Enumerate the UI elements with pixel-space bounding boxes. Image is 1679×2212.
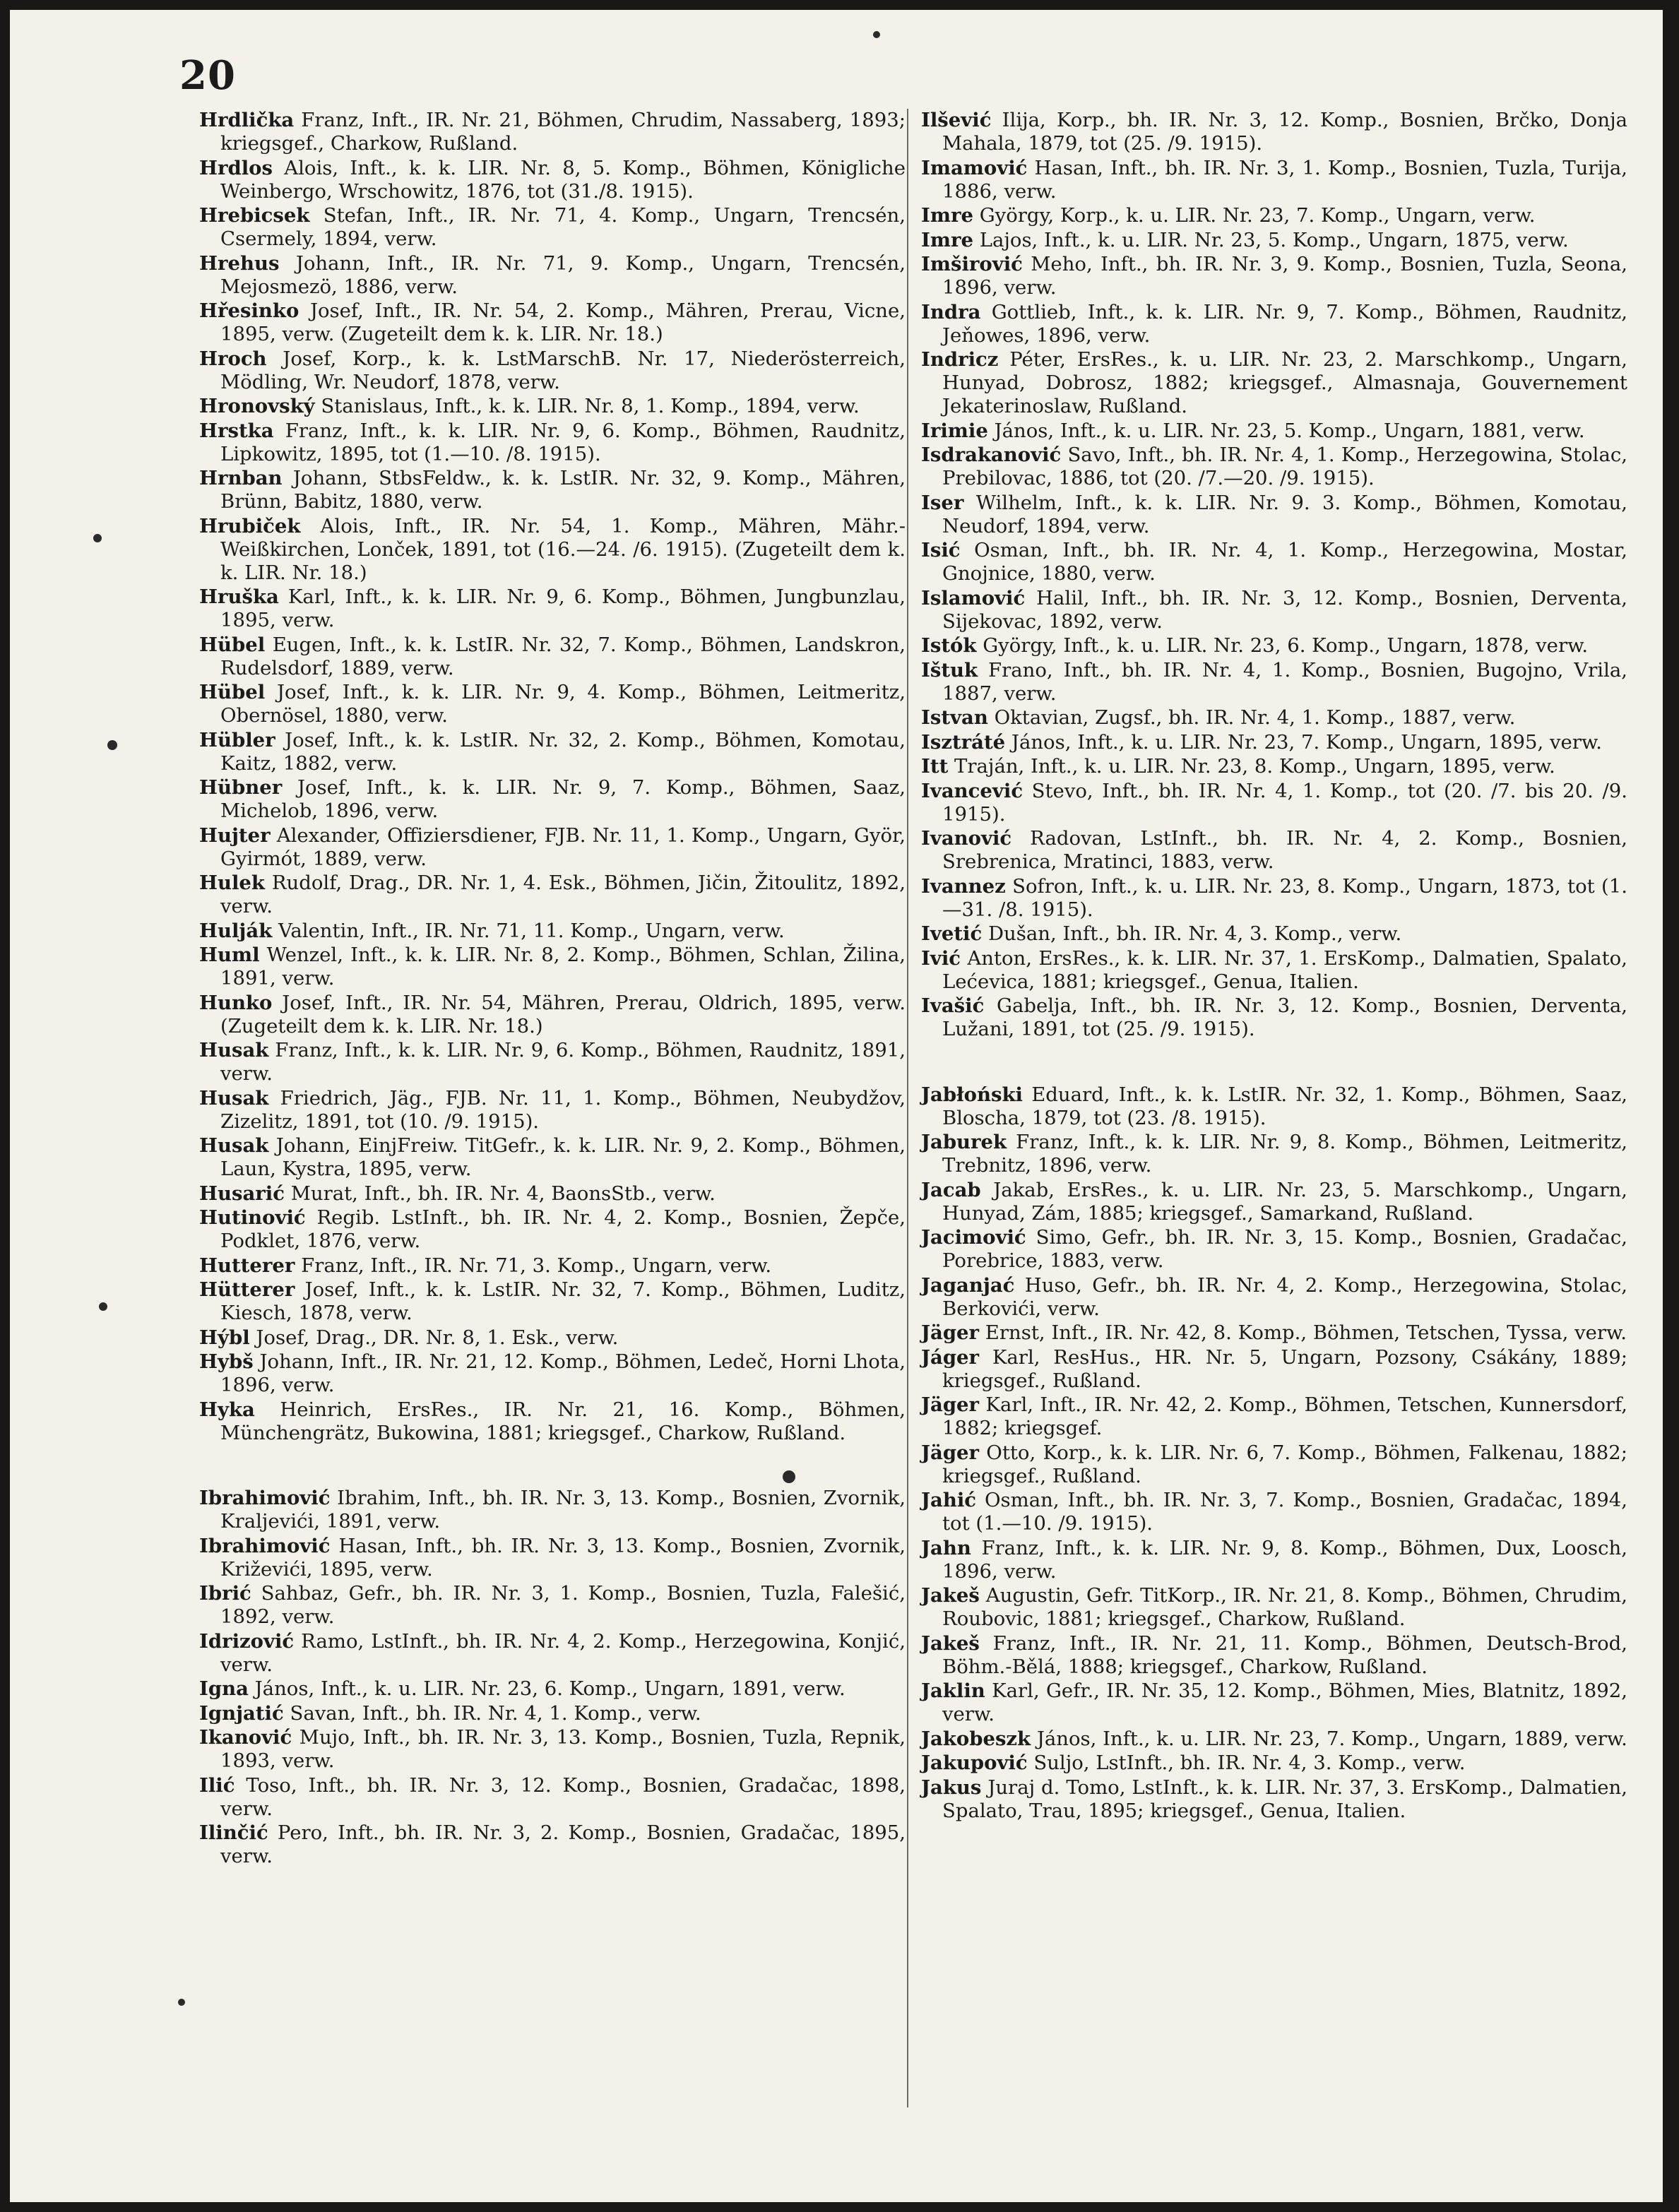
entry-details: Johann, Inft., IR. Nr. 21, 12. Komp., Böhmen, Ledeč, Horni Lhota, 1896, verw.: [220, 1350, 906, 1396]
list-entry: [921, 1679, 1627, 1726]
entry-details: Juraj d. Tomo, LstInft., k. k. LIR. Nr. 37, 3. ErsKomp., Dalmatien, Spalato, Trau, 1895; kriegsgef., Genua, Italien.: [942, 1776, 1627, 1822]
list-entry: [921, 348, 1627, 418]
list-entry: [199, 1582, 906, 1629]
entry-details: Josef, Drag., DR. Nr. 8, 1. Esk., verw.: [256, 1326, 619, 1349]
list-entry: [921, 1489, 1627, 1535]
entry-details: János, Inft., k. u. LIR. Nr. 23, 7. Komp., Ungarn, 1895, verw.: [1011, 730, 1602, 754]
column-divider: [907, 109, 908, 2107]
list-entry: [199, 1206, 906, 1253]
entry-details: Alois, Inft., k. k. LIR. Nr. 8, 5. Komp., Böhmen, Königliche Weinbergo, Wrschowitz, 1876, tot (31./8. 1915).: [220, 156, 906, 203]
entry-details: Karl, ResHus., HR. Nr. 5, Ungarn, Pozsony, Csákány, 1889; kriegsgef., Rußland.: [942, 1345, 1627, 1392]
entry-details: Oktavian, Zugsf., bh. IR. Nr. 4, 1. Komp., 1887, verw.: [994, 706, 1516, 729]
list-entry: [199, 1039, 906, 1086]
entry-details: Franz, Inft., k. k. LIR. Nr. 9, 8. Komp., Böhmen, Leitmeritz, Trebnitz, 1896, verw.: [942, 1131, 1627, 1177]
list-entry: [921, 109, 1627, 155]
list-entry: [921, 587, 1627, 634]
list-entry: [921, 420, 1627, 443]
list-entry: [921, 204, 1627, 227]
entry-details: Lajos, Inft., k. u. LIR. Nr. 23, 5. Komp., Ungarn, 1875, verw.: [979, 228, 1569, 251]
entry-surname: Imamović: [921, 156, 1028, 179]
entry-surname: Jäger: [921, 1393, 980, 1416]
entry-details: Huso, Gefr., bh. IR. Nr. 4, 2. Komp., Herzegowina, Stolac, Berkovići, verw.: [942, 1273, 1627, 1320]
entry-details: Hasan, Inft., bh. IR. Nr. 3, 1. Komp., Bosnien, Tuzla, Turija, 1886, verw.: [942, 156, 1628, 203]
entry-surname: Hrebicsek: [199, 204, 310, 227]
entry-details: Pero, Inft., bh. IR. Nr. 3, 2. Komp., Bosnien, Gradačac, 1895, verw.: [220, 1821, 906, 1867]
ink-spot: [873, 31, 880, 38]
section-gap: [921, 1042, 1627, 1083]
list-entry: [199, 1774, 906, 1821]
list-entry: [199, 1087, 906, 1134]
section-gap: [199, 1446, 906, 1487]
entry-details: Franz, Inft., k. k. LIR. Nr. 9, 8. Komp., Böhmen, Dux, Loosch, 1896, verw.: [942, 1536, 1627, 1583]
entry-surname: Hýbl: [199, 1326, 250, 1349]
list-entry: [921, 1441, 1627, 1488]
entry-details: Josef, Inft., k. k. LstIR. Nr. 32, 2. Komp., Böhmen, Komotau, Kaitz, 1882, verw.: [220, 728, 906, 775]
entry-surname: Jäger: [921, 1441, 980, 1464]
entry-surname: Hrnban: [199, 467, 283, 489]
list-entry: [199, 1487, 906, 1533]
entry-details: Johann, EinjFreiw. TitGefr., k. k. LIR. Nr. 9, 2. Komp., Böhmen, Laun, Kystra, 1895, verw.: [220, 1134, 906, 1180]
entry-details: Josef, Inft., k. k. LstIR. Nr. 32, 7. Komp., Böhmen, Luditz, Kiesch, 1878, verw.: [220, 1278, 906, 1324]
entry-details: Karl, Inft., IR. Nr. 42, 2. Komp., Böhmen, Tetschen, Kunnersdorf, 1882; kriegsgef.: [942, 1393, 1627, 1439]
entry-details: Augustin, Gefr. TitKorp., IR. Nr. 21, 8. Komp., Böhmen, Chrudim, Roubovic, 1881; kriegsgef., Charkow, Rußland.: [942, 1584, 1627, 1630]
list-entry: [921, 1321, 1627, 1345]
left-column: [199, 109, 906, 1869]
entry-surname: Hunko: [199, 991, 273, 1014]
entry-surname: Ibrahimović: [199, 1534, 331, 1557]
entry-details: Sofron, Inft., k. u. LIR. Nr. 23, 8. Komp., Ungarn, 1873, tot (1.—31. /8. 1915).: [942, 874, 1627, 921]
entry-surname: Isztráté: [921, 730, 1006, 754]
list-entry: [921, 947, 1627, 994]
entry-details: Josef, Inft., IR. Nr. 54, Mähren, Prerau, Oldrich, 1895, verw. (Zugeteilt dem k. k. LIR. Nr. 18.): [220, 991, 906, 1037]
ink-spot: [99, 1302, 107, 1311]
entry-surname: Jakeš: [921, 1584, 980, 1607]
entry-details: Jakab, ErsRes., k. u. LIR. Nr. 23, 5. Marschkomp., Ungarn, Hunyad, Zám, 1885; kriegsgef., Samarkand, Rußland.: [942, 1178, 1627, 1225]
entry-surname: Ištuk: [921, 658, 978, 682]
right-section-i: [921, 109, 1627, 1041]
list-entry: [199, 1182, 906, 1206]
list-entry: [921, 253, 1627, 299]
entry-details: Franz, Inft., IR. Nr. 71, 3. Komp., Ungarn, verw.: [301, 1254, 772, 1277]
entry-surname: Hütterer: [199, 1278, 295, 1301]
entry-details: Dušan, Inft., bh. IR. Nr. 4, 3. Komp., verw.: [987, 922, 1402, 945]
entry-details: Stanislaus, Inft., k. k. LIR. Nr. 8, 1. Komp., 1894, verw.: [321, 395, 860, 417]
entry-details: Johann, StbsFeldw., k. k. LstIR. Nr. 32, 9. Komp., Mähren, Brünn, Babitz, 1880, verw.: [220, 467, 906, 513]
list-entry: [199, 1630, 906, 1677]
entry-details: Heinrich, ErsRes., IR. Nr. 21, 16. Komp., Böhmen, Münchengrätz, Bukowina, 1881; kriegsgef., Charkow, Rußland.: [220, 1398, 906, 1444]
right-section-j: [921, 1083, 1627, 1823]
entry-surname: Idrizović: [199, 1629, 295, 1653]
entry-details: Josef, Korp., k. k. LstMarschB. Nr. 17, Niederösterreich, Mödling, Wr. Neudorf, 1878, verw.: [220, 347, 906, 393]
entry-details: Johann, Inft., IR. Nr. 71, 9. Komp., Ungarn, Trencsén, Mejosmezö, 1886, verw.: [220, 251, 906, 298]
list-entry: [921, 1752, 1627, 1775]
entry-surname: Ignjatić: [199, 1701, 284, 1725]
list-entry: [921, 1346, 1627, 1393]
entry-surname: Hrdlička: [199, 109, 295, 131]
entry-surname: Hujter: [199, 823, 271, 847]
list-entry: [921, 994, 1627, 1041]
list-entry: [921, 1131, 1627, 1177]
entry-details: Péter, ErsRes., k. u. LIR. Nr. 23, 2. Marschkomp., Ungarn, Hunyad, Dobrosz, 1882; kriegsgef., Almasnaja, Gouvernement Jekaterinoslaw, Rußland.: [942, 348, 1627, 417]
list-entry: [921, 1274, 1627, 1321]
entry-surname: Hutinović: [199, 1206, 306, 1229]
entry-surname: Imširović: [921, 253, 1023, 275]
entry-surname: Isdrakanović: [921, 444, 1062, 466]
entry-surname: Indricz: [921, 348, 999, 371]
entry-surname: Hřesinko: [199, 299, 299, 322]
entry-surname: Ibrahimović: [199, 1487, 331, 1509]
list-entry: [921, 1393, 1627, 1440]
entry-surname: Ivašić: [921, 994, 985, 1017]
list-entry: [199, 467, 906, 513]
entry-details: Osman, Inft., bh. IR. Nr. 3, 7. Komp., Bosnien, Gradačac, 1894, tot (1.—10. /9. 1915).: [942, 1489, 1627, 1535]
ink-spot: [783, 1470, 795, 1483]
list-entry: [199, 776, 906, 823]
list-entry: [199, 992, 906, 1038]
list-entry: [921, 492, 1627, 538]
entry-surname: Hrstka: [199, 419, 274, 442]
entry-details: Ilija, Korp., bh. IR. Nr. 3, 12. Komp., Bosnien, Brčko, Donja Mahala, 1879, tot (25. /9. 1915).: [942, 109, 1627, 155]
scanned-page: [10, 10, 1663, 2202]
list-entry: [199, 729, 906, 775]
entry-details: Hasan, Inft., bh. IR. Nr. 3, 13. Komp., Bosnien, Zvornik, Križevići, 1895, verw.: [220, 1534, 906, 1581]
entry-surname: Jaburek: [921, 1131, 1007, 1153]
entry-surname: Hübler: [199, 728, 275, 751]
entry-surname: Jäger: [921, 1321, 980, 1344]
entry-surname: Jakobeszk: [921, 1727, 1031, 1750]
entry-details: Stevo, Inft., bh. IR. Nr. 4, 1. Komp., tot (20. /7. bis 20. /9. 1915).: [942, 779, 1627, 826]
entry-surname: Jakeš: [921, 1631, 980, 1655]
entry-details: Osman, Inft., bh. IR. Nr. 4, 1. Komp., Herzegowina, Mostar, Gnojnice, 1880, verw.: [942, 539, 1628, 585]
entry-surname: Hybš: [199, 1350, 254, 1373]
entry-surname: Jáger: [921, 1345, 980, 1369]
entry-details: Gabelja, Inft., bh. IR. Nr. 3, 12. Komp., Bosnien, Derventa, Lužani, 1891, tot (25. /9. 1915).: [942, 994, 1627, 1040]
entry-details: Meho, Inft., bh. IR. Nr. 3, 9. Komp., Bosnien, Tuzla, Seona, 1896, verw.: [942, 253, 1627, 299]
entry-surname: Ibrić: [199, 1582, 251, 1605]
list-entry: [199, 420, 906, 466]
entry-surname: Hutterer: [199, 1254, 295, 1277]
entry-details: János, Inft., k. u. LIR. Nr. 23, 5. Komp., Ungarn, 1881, verw.: [994, 419, 1585, 442]
entry-surname: Indra: [921, 300, 981, 323]
entry-surname: Irimie: [921, 419, 988, 442]
entry-surname: Jahn: [921, 1536, 971, 1559]
entry-surname: Husarić: [199, 1182, 285, 1205]
list-entry: [199, 1398, 906, 1445]
list-entry: [199, 395, 906, 418]
entry-surname: Hübel: [199, 633, 266, 656]
entry-surname: Jakus: [921, 1776, 982, 1799]
entry-details: Josef, Inft., IR. Nr. 54, 2. Komp., Mähren, Prerau, Vicne, 1895, verw. (Zugeteilt dem k. k. LIR. Nr. 18.): [220, 299, 906, 345]
list-entry: [199, 299, 906, 346]
entry-surname: Jacimović: [921, 1226, 1026, 1249]
entry-details: Wilhelm, Inft., k. k. LIR. Nr. 9. 3. Komp., Böhmen, Komotau, Neudorf, 1894, verw.: [942, 491, 1627, 537]
entry-surname: Istvan: [921, 706, 988, 729]
list-entry: [921, 229, 1627, 252]
entry-details: Ramo, LstInft., bh. IR. Nr. 4, 2. Komp., Herzegowina, Konjić, verw.: [220, 1629, 906, 1676]
entry-details: György, Inft., k. u. LIR. Nr. 23, 6. Komp., Ungarn, 1878, verw.: [983, 634, 1589, 657]
entry-surname: Iser: [921, 491, 964, 514]
entry-details: Franz, Inft., IR. Nr. 21, Böhmen, Chrudim, Nassaberg, 1893; kriegsgef., Charkow, Rußland.: [220, 109, 906, 155]
entry-details: Josef, Inft., k. k. LIR. Nr. 9, 7. Komp., Böhmen, Saaz, Michelob, 1896, verw.: [220, 776, 906, 822]
entry-details: János, Inft., k. u. LIR. Nr. 23, 6. Komp., Ungarn, 1891, verw.: [254, 1677, 846, 1700]
list-entry: [199, 585, 906, 632]
entry-surname: Isić: [921, 539, 961, 561]
list-entry: [199, 872, 906, 918]
entry-surname: Imre: [921, 228, 973, 251]
ink-spot: [107, 740, 117, 750]
list-entry: [921, 157, 1627, 203]
entry-surname: Hyka: [199, 1398, 255, 1421]
list-entry: [921, 444, 1627, 490]
entry-surname: Jacab: [921, 1178, 981, 1201]
entry-details: Murat, Inft., bh. IR. Nr. 4, BaonsStb., verw.: [290, 1182, 716, 1205]
list-entry: [199, 1254, 906, 1278]
entry-details: Rudolf, Drag., DR. Nr. 1, 4. Esk., Böhmen, Jičin, Žitoulitz, 1892, verw.: [220, 872, 906, 917]
list-entry: [199, 1350, 906, 1397]
list-entry: [921, 1083, 1627, 1130]
entry-details: Ernst, Inft., IR. Nr. 42, 8. Komp., Böhmen, Tetschen, Tyssa, verw.: [985, 1321, 1627, 1344]
entry-details: Anton, ErsRes., k. k. LIR. Nr. 37, 1. ErsKomp., Dalmatien, Spalato, Lećevica, 1881; kriegsgef., Genua, Italien.: [942, 946, 1627, 993]
entry-surname: Hruška: [199, 585, 279, 608]
entry-surname: Ilinčić: [199, 1821, 268, 1844]
list-entry: [199, 515, 906, 585]
entry-details: János, Inft., k. u. LIR. Nr. 23, 7. Komp., Ungarn, 1889, verw.: [1036, 1727, 1627, 1750]
entry-surname: Hrdlos: [199, 156, 273, 179]
entry-details: Frano, Inft., bh. IR. Nr. 4, 1. Komp., Bosnien, Bugojno, Vrila, 1887, verw.: [942, 658, 1627, 705]
entry-details: György, Korp., k. u. LIR. Nr. 23, 7. Komp., Ungarn, verw.: [979, 204, 1536, 227]
entry-details: Eugen, Inft., k. k. LstIR. Nr. 32, 7. Komp., Böhmen, Landskron, Rudelsdorf, 1889, verw.: [220, 633, 906, 679]
right-column: [921, 109, 1627, 1824]
list-entry: [921, 1226, 1627, 1273]
entry-surname: Hroch: [199, 347, 267, 370]
list-entry: [921, 1728, 1627, 1751]
ink-spot: [93, 534, 102, 542]
list-entry: [921, 1584, 1627, 1631]
entry-details: Franz, Inft., k. k. LIR. Nr. 9, 6. Komp., Böhmen, Raudnitz, 1891, verw.: [220, 1039, 906, 1085]
entry-surname: Jahić: [921, 1489, 977, 1511]
entry-surname: Imre: [921, 204, 973, 227]
entry-details: Traján, Inft., k. u. LIR. Nr. 23, 8. Komp., Ungarn, 1895, verw.: [954, 755, 1555, 778]
list-entry: [921, 1776, 1627, 1823]
list-entry: [921, 659, 1627, 706]
entry-surname: Jakupović: [921, 1752, 1028, 1774]
list-entry: [199, 1535, 906, 1581]
entry-surname: Ivić: [921, 946, 961, 970]
entry-surname: Jaganjać: [921, 1273, 1015, 1297]
list-entry: [199, 204, 906, 251]
list-entry: [921, 755, 1627, 778]
entry-surname: Hrehus: [199, 251, 280, 275]
list-entry: [921, 1537, 1627, 1583]
entry-surname: Ivetić: [921, 922, 983, 945]
list-entry: [921, 539, 1627, 585]
entry-surname: Igna: [199, 1677, 249, 1700]
list-entry: [921, 827, 1627, 874]
entry-details: Wenzel, Inft., k. k. LIR. Nr. 8, 2. Komp., Böhmen, Schlan, Žilina, 1891, verw.: [220, 944, 906, 989]
entry-surname: Ikanović: [199, 1726, 292, 1749]
entry-surname: Husak: [199, 1086, 269, 1110]
entry-surname: Hulek: [199, 872, 265, 894]
list-entry: [199, 1702, 906, 1725]
list-entry: [199, 252, 906, 299]
entry-details: Josef, Inft., k. k. LIR. Nr. 9, 4. Komp., Böhmen, Leitmeritz, Obernösel, 1880, verw.: [220, 681, 906, 727]
list-entry: [921, 1179, 1627, 1225]
entry-details: Stefan, Inft., IR. Nr. 71, 4. Komp., Ungarn, Trencsén, Csermely, 1894, verw.: [220, 204, 906, 250]
list-entry: [199, 824, 906, 871]
entry-details: Gottlieb, Inft., k. k. LIR. Nr. 9, 7. Komp., Böhmen, Raudnitz, Jeňowes, 1896, verw.: [942, 300, 1627, 347]
entry-surname: Ilšević: [921, 109, 992, 131]
ink-spot: [178, 1999, 185, 2006]
entry-details: Karl, Inft., k. k. LIR. Nr. 9, 6. Komp., Böhmen, Jungbunzlau, 1895, verw.: [220, 585, 906, 631]
entry-surname: Husak: [199, 1039, 269, 1062]
entry-details: Friedrich, Jäg., FJB. Nr. 11, 1. Komp., Böhmen, Neubydžov, Zizelitz, 1891, tot (10. /9. 1915).: [220, 1086, 906, 1133]
left-section-i: [199, 1487, 906, 1868]
list-entry: [921, 634, 1627, 658]
entry-surname: Hulják: [199, 919, 273, 942]
entry-details: Suljo, LstInft., bh. IR. Nr. 4, 3. Komp., verw.: [1033, 1752, 1466, 1774]
entry-surname: Hronovský: [199, 395, 315, 417]
list-entry: [921, 301, 1627, 347]
list-entry: [199, 920, 906, 943]
entry-details: Simo, Gefr., bh. IR. Nr. 3, 15. Komp., Bosnien, Gradačac, Porebrice, 1883, verw.: [942, 1226, 1627, 1272]
entry-details: Franz, Inft., k. k. LIR. Nr. 9, 6. Komp., Böhmen, Raudnitz, Lipkowitz, 1895, tot (1.—10. /8. 1915).: [220, 419, 906, 465]
entry-surname: Jabłoński: [921, 1083, 1023, 1106]
entry-details: Alexander, Offiziersdiener, FJB. Nr. 11, 1. Komp., Ungarn, Györ, Gyirmót, 1889, verw.: [220, 823, 906, 870]
entry-details: Toso, Inft., bh. IR. Nr. 3, 12. Komp., Bosnien, Gradačac, 1898, verw.: [220, 1773, 906, 1820]
entry-surname: Itt: [921, 755, 949, 778]
entry-surname: Jaklin: [921, 1679, 985, 1702]
entry-details: Franz, Inft., IR. Nr. 21, 11. Komp., Böhmen, Deutsch-Brod, Böhm.-Bělá, 1888; kriegsgef., Charkow, Rußland.: [942, 1631, 1628, 1678]
list-entry: [199, 347, 906, 394]
entry-details: Valentin, Inft., IR. Nr. 71, 11. Komp., Ungarn, verw.: [278, 919, 785, 942]
entry-surname: Huml: [199, 944, 260, 966]
entry-surname: Hübner: [199, 776, 283, 799]
entry-details: Savan, Inft., bh. IR. Nr. 4, 1. Komp., verw.: [290, 1701, 701, 1725]
list-entry: [199, 634, 906, 680]
entry-surname: Ivannez: [921, 874, 1006, 898]
list-entry: [199, 944, 906, 990]
entry-surname: Islamović: [921, 586, 1026, 610]
entry-details: Alois, Inft., IR. Nr. 54, 1. Komp., Mähren, Mähr.-Weißkirchen, Lonček, 1891, tot (16.—24. /6. 1915). (Zugeteilt dem k. k. LIR. Nr. 18.): [220, 514, 906, 584]
entry-details: Halil, Inft., bh. IR. Nr. 3, 12. Komp., Bosnien, Derventa, Sijekovac, 1892, verw.: [942, 586, 1627, 633]
entry-details: Eduard, Inft., k. k. LstIR. Nr. 32, 1. Komp., Böhmen, Saaz, Bloscha, 1879, tot (23. /8. 1915).: [942, 1083, 1627, 1129]
list-entry: [199, 109, 906, 155]
entry-details: Savo, Inft., bh. IR. Nr. 4, 1. Komp., Herzegowina, Stolac, Prebilovac, 1886, tot (20. /7.—20. /9. 1915).: [942, 444, 1627, 489]
page-number: 20: [179, 52, 236, 99]
list-entry: [921, 706, 1627, 730]
list-entry: [921, 1632, 1627, 1679]
entry-surname: Hübel: [199, 681, 266, 703]
list-entry: [199, 1326, 906, 1350]
entry-details: Sahbaz, Gefr., bh. IR. Nr. 3, 1. Komp., Bosnien, Tuzla, Falešić, 1892, verw.: [220, 1582, 906, 1628]
entry-details: Regib. LstInft., bh. IR. Nr. 4, 2. Komp., Bosnien, Žepče, Podklet, 1876, verw.: [220, 1206, 906, 1252]
entry-details: Karl, Gefr., IR. Nr. 35, 12. Komp., Böhmen, Mies, Blatnitz, 1892, verw.: [942, 1679, 1627, 1725]
entry-surname: Husak: [199, 1134, 269, 1157]
left-section-h: [199, 109, 906, 1445]
entry-surname: Istók: [921, 634, 977, 657]
list-entry: [921, 731, 1627, 754]
list-entry: [921, 922, 1627, 946]
list-entry: [199, 157, 906, 203]
list-entry: [199, 1134, 906, 1181]
entry-surname: Ivanović: [921, 827, 1012, 850]
entry-details: Otto, Korp., k. k. LIR. Nr. 6, 7. Komp., Böhmen, Falkenau, 1882; kriegsgef., Rußland.: [942, 1441, 1627, 1487]
entry-details: Ibrahim, Inft., bh. IR. Nr. 3, 13. Komp., Bosnien, Zvornik, Kraljevići, 1891, verw.: [220, 1487, 906, 1533]
list-entry: [199, 1278, 906, 1325]
entry-details: Radovan, LstInft., bh. IR. Nr. 4, 2. Komp., Bosnien, Srebrenica, Mratinci, 1883, verw.: [942, 827, 1627, 873]
entry-details: Mujo, Inft., bh. IR. Nr. 3, 13. Komp., Bosnien, Tuzla, Repnik, 1893, verw.: [220, 1726, 906, 1772]
list-entry: [199, 681, 906, 727]
entry-surname: Ivancević: [921, 779, 1024, 802]
list-entry: [199, 1821, 906, 1868]
entry-surname: Ilić: [199, 1773, 235, 1797]
list-entry: [199, 1726, 906, 1773]
list-entry: [921, 780, 1627, 826]
list-entry: [199, 1677, 906, 1701]
list-entry: [921, 875, 1627, 922]
entry-surname: Hrubiček: [199, 514, 301, 537]
